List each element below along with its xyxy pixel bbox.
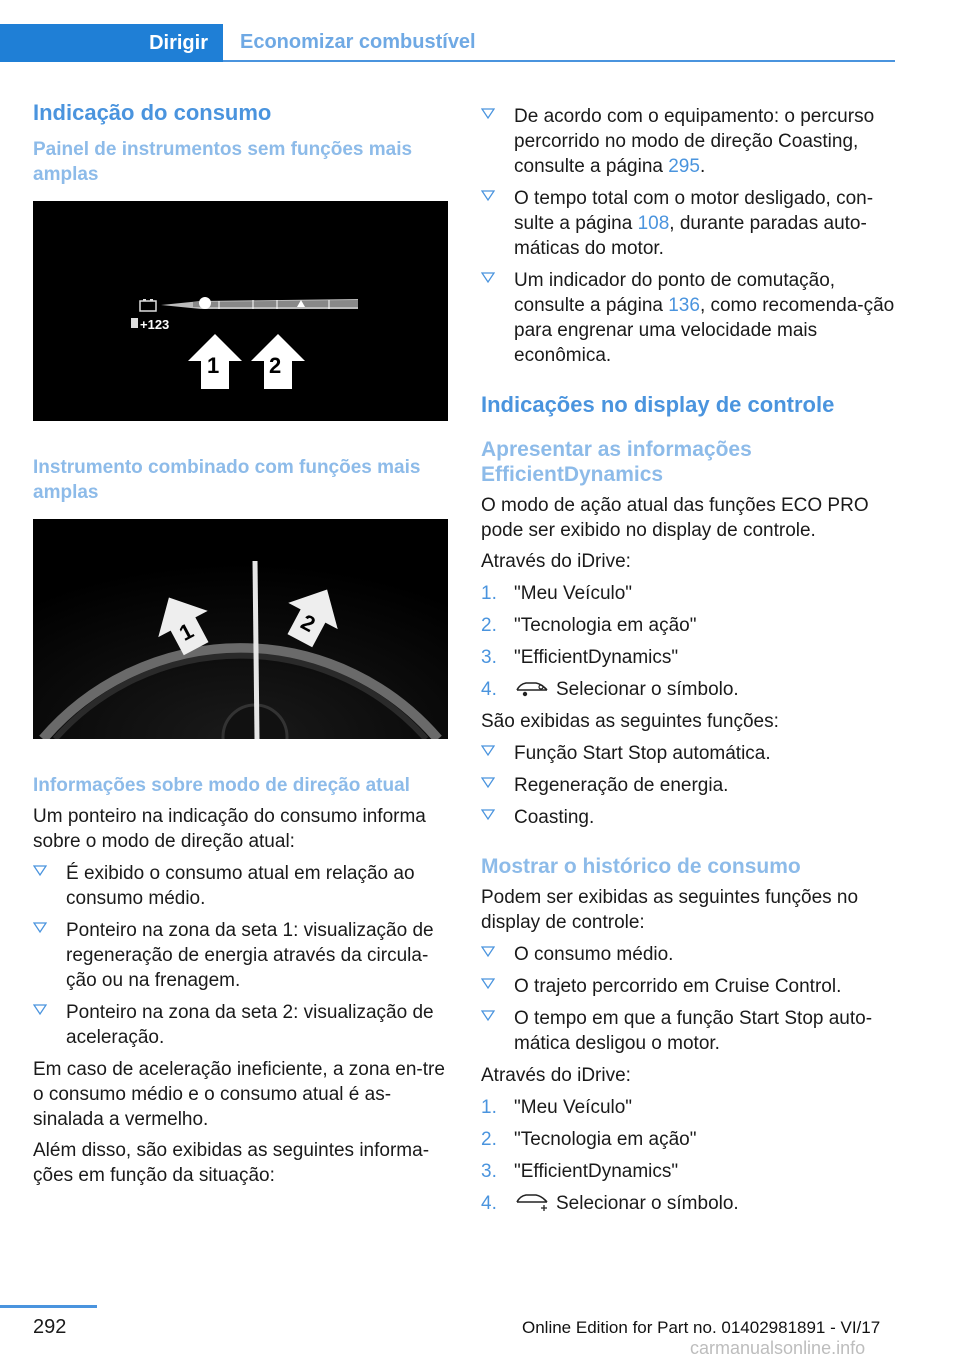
list-item: Ponteiro na zona da seta 1: visualização de regeneração de energia através da circula-ção ou na frenagem. — [33, 918, 448, 993]
additional-info-paragraph: Além disso, são exibidas as seguintes informa-ções em função da situação: — [33, 1140, 430, 1186]
figure1-reading: +123 — [140, 317, 170, 332]
left-column — [33, 100, 448, 1194]
triangle-bullet-icon — [481, 944, 495, 958]
edition-note: Online Edition for Part no. 01402981891 - VI/17 — [522, 1318, 881, 1337]
functions-intro: São exibidas as seguintes funções: — [481, 711, 779, 732]
heading-consumption-history: Mostrar o histórico de consumo — [481, 855, 801, 878]
arrow-1-label: 1 — [207, 353, 220, 378]
list-item: 2. "Tecnologia em ação" — [481, 1129, 697, 1150]
list-item: O tempo em que a função Start Stop auto-mática desligou o motor. — [481, 1006, 896, 1056]
idrive-intro-1: Através do iDrive: — [481, 551, 631, 572]
watermark: carmanualsonline.info — [690, 1338, 866, 1358]
triangle-bullet-icon — [33, 863, 47, 877]
triangle-bullet-icon — [33, 1002, 47, 1016]
triangle-bullet-icon — [481, 188, 495, 202]
list-item: Coasting. — [481, 805, 896, 830]
page-link-295[interactable]: 295 — [668, 156, 700, 177]
idrive-steps-1 — [481, 581, 896, 702]
figure-extended-gauge — [33, 519, 448, 739]
list-item: 1. "Meu Veículo" — [481, 583, 633, 604]
efficientdynamics-car-icon — [514, 678, 550, 698]
triangle-bullet-icon — [481, 270, 495, 284]
section-title: Indicação do consumo — [33, 100, 272, 125]
additional-info-list — [481, 104, 896, 368]
list-item: 1. "Meu Veículo" — [481, 1097, 633, 1118]
page-link-136[interactable]: 136 — [668, 295, 700, 316]
list-item: Um indicador do ponto de comutação, consulte a página 136, como recomenda-ção para engrenar uma velocidade mais econômica. — [481, 268, 896, 368]
consumption-history-car-icon — [514, 1192, 550, 1212]
tab-economizar-combustivel[interactable]: Economizar combustível — [223, 24, 895, 62]
list-item: 3. "EfficientDynamics" — [481, 647, 679, 668]
list-item: 3. "EfficientDynamics" — [481, 1161, 679, 1182]
footer-rule — [0, 1305, 97, 1308]
tab-dirigir[interactable]: Dirigir — [0, 24, 223, 62]
list-item: De acordo com o equipamento: o percurso percorrido no modo de direção Coasting, consulte a página 295. — [481, 104, 896, 179]
list-item: 4. Selecionar o símbolo. — [481, 679, 739, 700]
heading-control-display: Indicações no display de controle — [481, 392, 835, 417]
history-intro: Podem ser exibidas as seguintes funções no display de controle: — [481, 887, 859, 933]
list-item: Ponteiro na zona da seta 2: visualização de aceleração. — [33, 1000, 448, 1050]
page-number: 292 — [33, 1316, 67, 1338]
arrow-2-label: 2 — [269, 353, 282, 378]
driving-mode-list — [33, 861, 448, 1050]
efficientdynamics-intro: O modo de ação atual das funções ECO PRO pode ser exibido no display de controle. — [481, 495, 869, 541]
functions-list — [481, 741, 896, 830]
page-link-108[interactable]: 108 — [637, 213, 670, 234]
inefficient-acceleration-paragraph: Em caso de aceleração ineficiente, a zona en-tre o consumo médio e o consumo atual é as-sinalada a vermelho. — [33, 1059, 445, 1130]
triangle-bullet-icon — [481, 807, 495, 821]
list-item: É exibido o consumo atual em relação ao consumo médio. — [33, 861, 448, 911]
subheading-extended-cluster: Instrumento combinado com funções mais amplas — [33, 457, 421, 503]
list-item: O consumo médio. — [481, 942, 896, 967]
list-item: O tempo total com o motor desligado, con-sulte a página 108, durante paradas auto-máticas do motor. — [481, 186, 896, 261]
heading-efficientdynamics: Apresentar as informações EfficientDynamics — [481, 438, 752, 486]
triangle-bullet-icon — [481, 1008, 495, 1022]
subheading-driving-mode-info: Informações sobre modo de direção atual — [33, 775, 410, 796]
list-item: Função Start Stop automática. — [481, 741, 896, 766]
driving-mode-intro: Um ponteiro na indicação do consumo informa sobre o modo de direção atual: — [33, 806, 426, 852]
right-column — [481, 104, 896, 1223]
triangle-bullet-icon — [481, 106, 495, 120]
list-item: 4. Selecionar o símbolo. — [481, 1193, 739, 1214]
figure-basic-consumption-bar — [33, 201, 448, 421]
triangle-bullet-icon — [481, 976, 495, 990]
idrive-intro-2: Através do iDrive: — [481, 1065, 631, 1086]
chapter-tabs — [0, 24, 895, 62]
consumption-bar-illustration — [33, 201, 448, 421]
arrow-2-label-gauge: 2 — [296, 609, 320, 638]
triangle-bullet-icon — [481, 743, 495, 757]
list-item: 2. "Tecnologia em ação" — [481, 615, 697, 636]
triangle-bullet-icon — [33, 920, 47, 934]
subheading-basic-panel: Painel de instrumentos sem funções mais amplas — [33, 139, 413, 185]
idrive-steps-2 — [481, 1095, 896, 1216]
arrow-1-label-gauge: 1 — [174, 618, 198, 646]
list-item: O trajeto percorrido em Cruise Control. — [481, 974, 896, 999]
list-item: Regeneração de energia. — [481, 773, 896, 798]
history-list — [481, 942, 896, 1056]
triangle-bullet-icon — [481, 775, 495, 789]
gauge-illustration — [33, 519, 448, 739]
